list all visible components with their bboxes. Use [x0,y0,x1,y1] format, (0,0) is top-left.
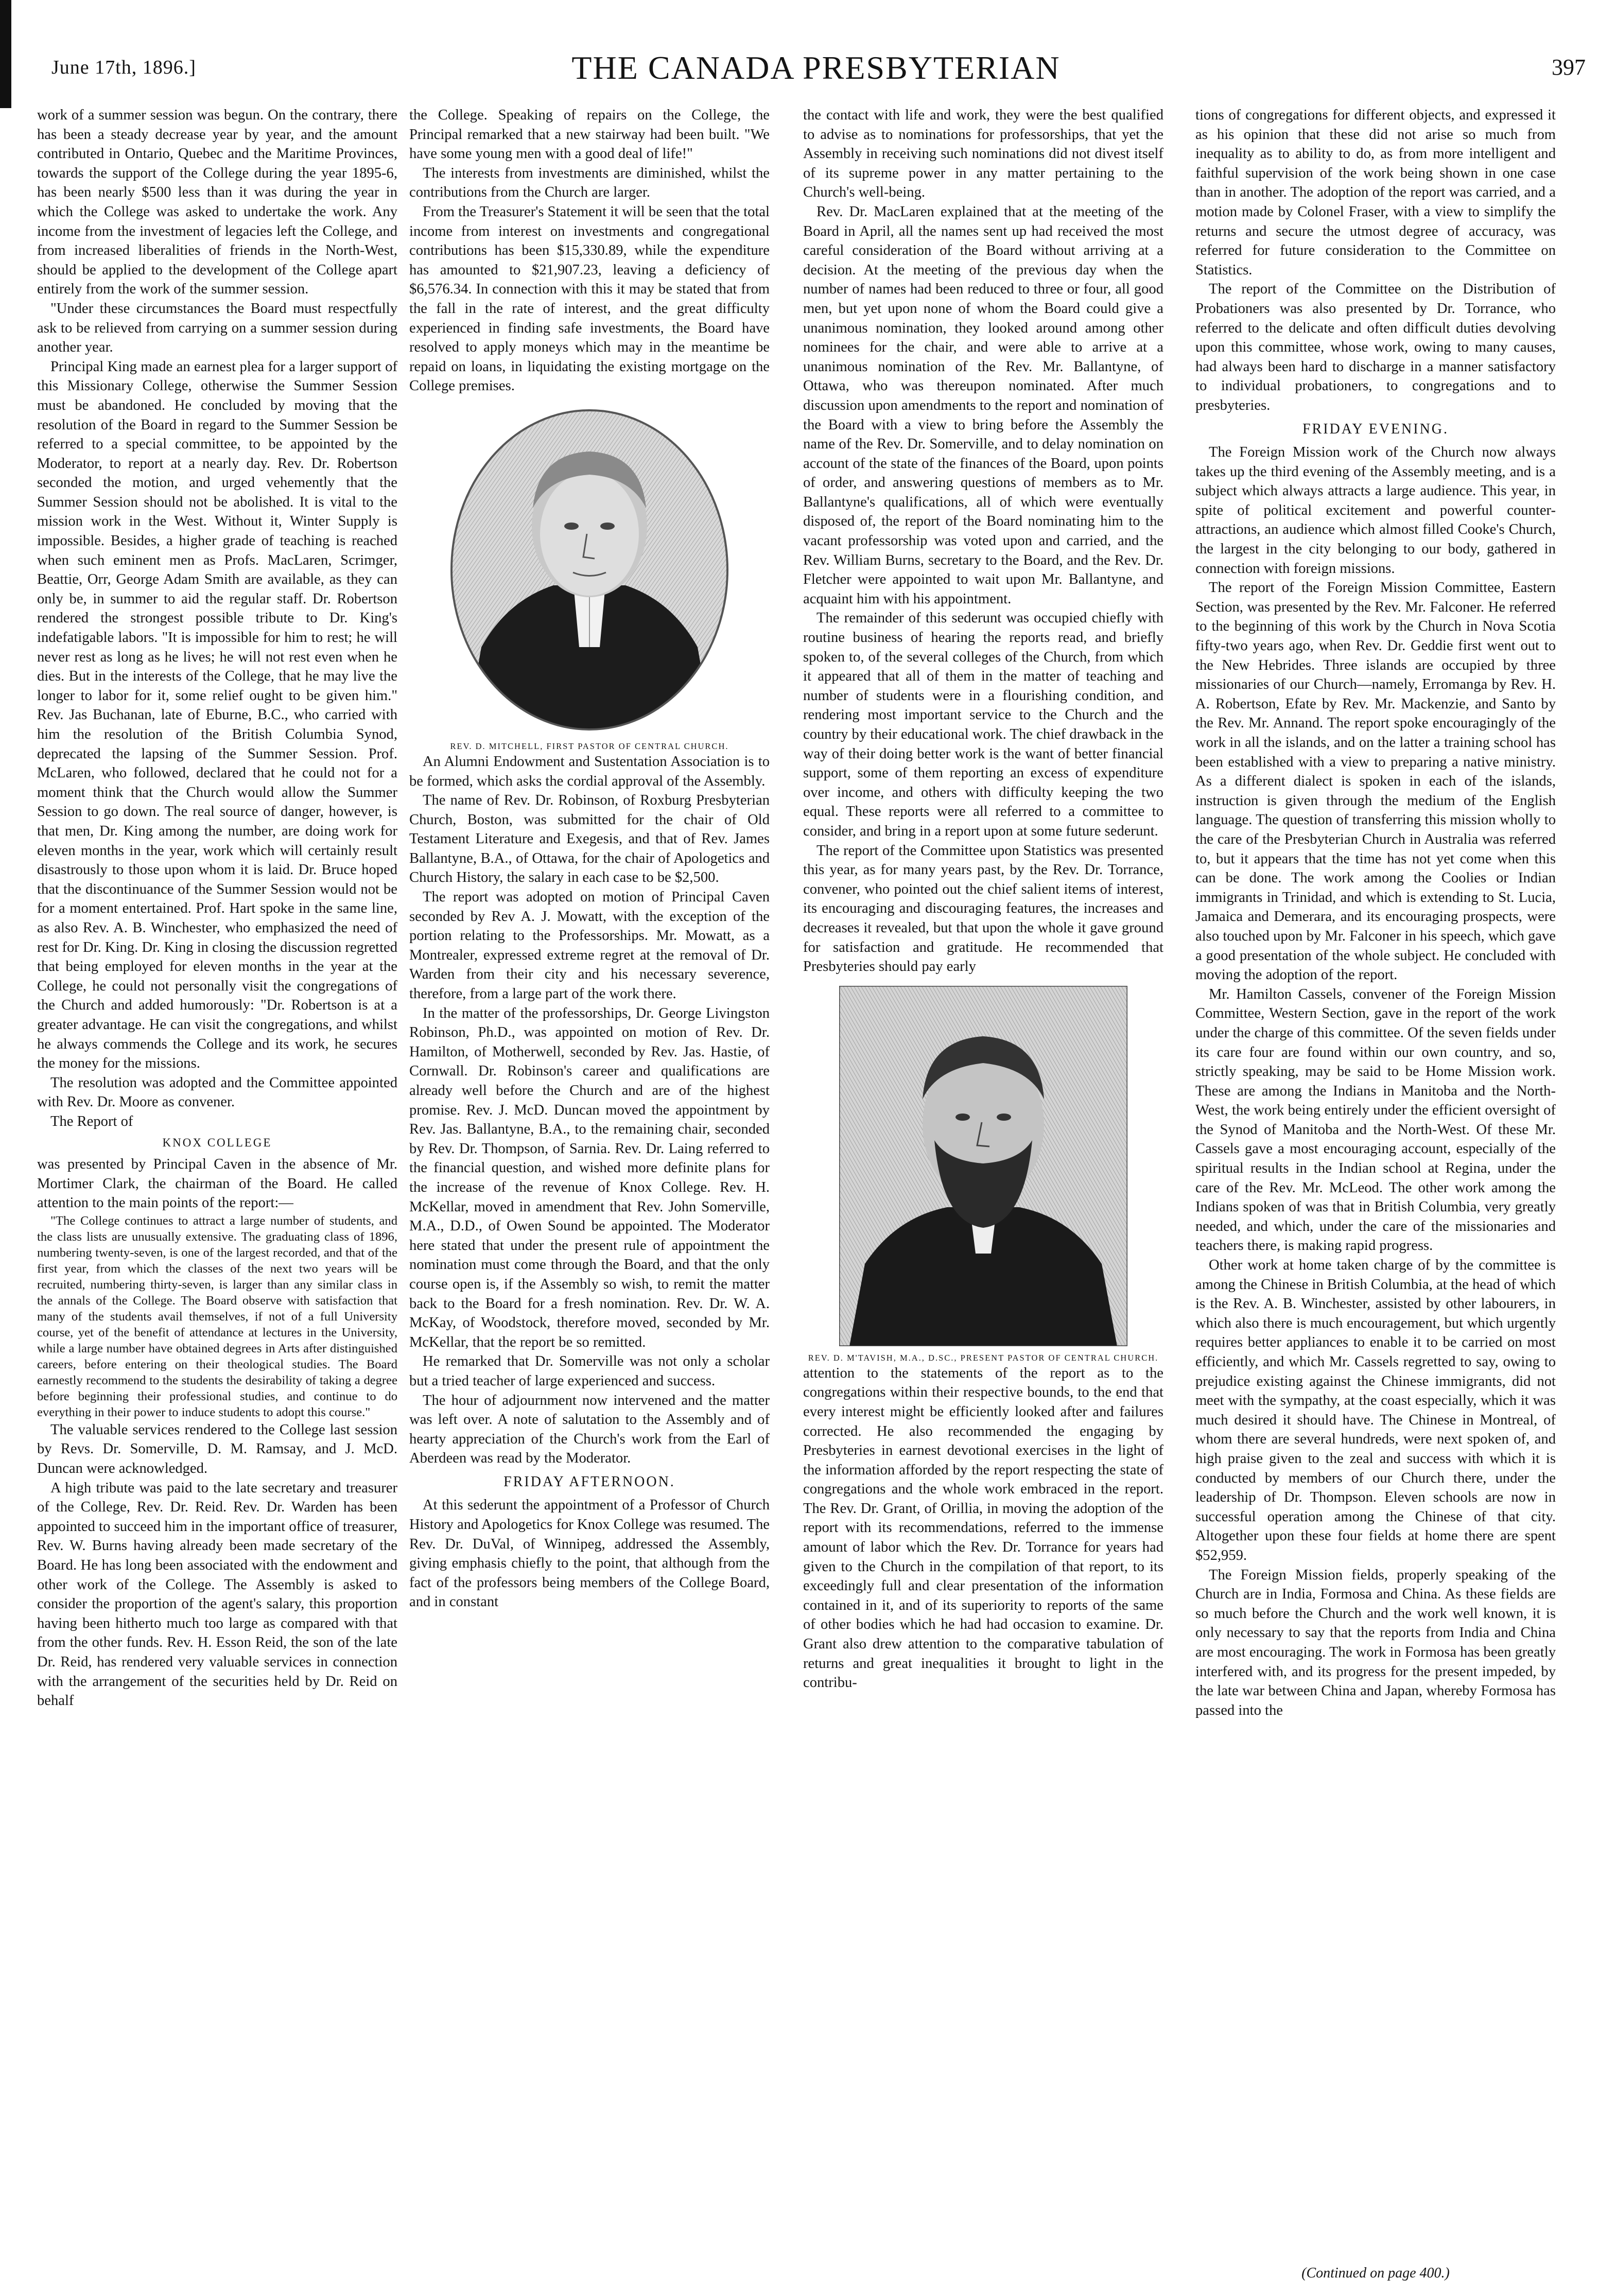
paragraph: The Foreign Mission work of the Church now always takes up the third evening of the Assembly meeting, and is a subject which always attracts a large audience. This year, in spite of political excitement and powerful counter-attractions, an audience which almost filled Cooke's Church, the largest in the city belonging to our body, gathered in connection with foreign missions. [1195,444,1556,577]
paragraph: work of a summer session was begun. On the contrary, there has been a steady decrease year by year, and the amount contributed in Ontario, Quebec and the Maritime Provinces, towards the support of the College during the year 1895-6, has been nearly $500 less than it was during the year in which the College was asked to undertake the work. Any income from the investment of legacies left the College, and from increased liberalities of friends in the North-West, should be applied to the development of the College apart entirely from the work of the summer session. [37,107,397,298]
paragraph: He remarked that Dr. Somerville was not only a scholar but a tried teacher of large experienced and success. [409,1353,770,1389]
column-3 [803,106,1163,2257]
paragraph: the College. Speaking of repairs on the College, the Principal remarked that a new stairway had been built. "We have some young men with a good deal of life!" [409,107,770,162]
paragraph: At this sederunt the appointment of a Professor of Church History and Apologetics for Knox College was resumed. The Rev. Dr. DuVal, of Winnipeg, addressed the Assembly, giving emphasis chiefly to the point, that although from the fact of the professors being members of the College Board, and in constant [409,1497,770,1610]
column-4 [1195,106,1556,2257]
knox-college-heading: KNOX COLLEGE [162,1136,272,1150]
paragraph: An Alumni Endowment and Sustentation Association is to be formed, which asks the cordial approval of the Assembly. [409,753,770,789]
page-number: 397 [1552,55,1586,80]
portrait-mctavish [839,986,1127,1346]
continued-note: (Continued on page 400.) [1301,2265,1450,2281]
paragraph: The hour of adjournment now intervened and the matter was left over. A note of salutation to the Assembly and of hearty appreciation of the Church's work from the Earl of Aberdeen was read by the Moderator. [409,1392,770,1467]
paragraph: The name of Rev. Dr. Robinson, of Roxburg Presbyterian Church, Boston, was submitted for the chair of Old Testament Literature and Exegesis, and that of Rev. James Ballantyne, B.A., of Ottawa, for the chair of Apologetics and Church History, the salary in each case to be $2,500. [409,792,770,886]
paragraph: Rev. Dr. MacLaren explained that at the meeting of the Board in April, all the names sent up had received the most careful consideration of the Board without arriving at a decision. At the meeting of the previous day when the number of names had been reduced to three or four, all good men, but yet upon none of whom the Board could give a unanimous nomination, they looked around among other nominees for the chair, and were able to arrive at a unanimous nomination of the Rev. Mr. Ballantyne, of Ottawa, who was thereupon nominated. After much discussion upon amendments to the report and nomination of the Board with a view to bring before the Assembly the name of the Rev. Dr. Somerville, and to delay nomination on account of the state of the finances of the Board, upon points of order, and answering questions of members as to Mr. Ballantyne's qualifications, all of which were eventually disposed of, the report of the Board nominating him to the vacant professorship was voted upon and carried, and the Rev. William Burns, secretary to the Board, and the Rev. Dr. Fletcher were appointed to wait upon Mr. Ballantyne, and acquaint him with his appointment. [803,203,1163,607]
paragraph: The report of the Committee upon Statistics was presented this year, as for many years past, by the Rev. Dr. Torrance, convener, who pointed out the chief salient items of interest, its encouraging and discouraging features, the increases and decreases it revealed, but that upon the whole it gave ground for satisfaction and gratitude. He recommended that Presbyteries should pay early [803,842,1163,975]
paragraph: In the matter of the professorships, Dr. George Livingston Robinson, Ph.D., was appointed on motion of Rev. Dr. Hamilton, of Motherwell, seconded by Rev. Jas. Hastie, of Cornwall. Dr. Robinson's career and qualifications are already well before the Church and are of the highest promise. Rev. J. McD. Duncan moved the appointment by Rev. Jas. Ballantyne, B.A., to the remaining chair, seconded by Rev. Dr. Thompson, of Sarnia. Rev. Dr. Laing referred to the financial question, and wished more definite plans for the increase of the revenue of Knox College. Rev. H. McKellar, moved in amendment that Rev. John Somerville, M.A., D.D., of Owen Sound be appointed. The Moderator here stated that under the present rule of appointment the nomination must come through the Board, and that the only course open is, if the Assembly so wish, to remit the matter back to the Board for a fresh nomination. Rev. Dr. W. A. McKay, of Woodstock, therefore moved, seconded by Mr. McKellar, that the report be so remitted. [409,1005,770,1350]
newspaper-title: THE CANADA PRESBYTERIAN [571,49,1061,86]
paragraph: The resolution was adopted and the Committee appointed with Rev. Dr. Moore as convener. [37,1074,397,1110]
paragraph: The Foreign Mission fields, properly speaking of the Church are in India, Formosa and China. As these fields are so much before the Church and the work well known, it is only necessary to say that the reports from India and China are most encouraging. The work in Formosa has been greatly interfered with, and its progress for the present impeded, by the late war between China and Japan, whereby Formosa has passed into the [1195,1567,1556,1718]
page-header [36,49,1596,95]
portrait-mitchell [445,405,734,735]
paragraph: attention to the statements of the report as to the congregations within their respective bounds, to the end that every interest might be efficiently looked after and failures corrected. He also recommended the engaging by Presbyteries in earnest devotional exercises in the light of the information afforded by the report respecting the state of congregations and the whole work embraced in the report. The Rev. Dr. Grant, of Orillia, in moving the adoption of the report with its recommendations, referred to the immense amount of labor which the Rev. Dr. Torrance for years had given to the Church in the compilation of that report, to its exceedingly full and clear presentation of the information contained in it, and of its superiority to reports of the same of other bodies which he had had occasion to examine. Dr. Grant also drew attention to the comparative tabulation of returns and great inequalities it brought to light in the contribu- [803,1365,1163,1691]
paragraph: The interests from investments are diminished, whilst the contributions from the Church are larger. [409,165,770,201]
paragraph: The Report of [50,1113,133,1129]
paragraph: A high tribute was paid to the late secretary and treasurer of the College, Rev. Dr. Reid. Rev. Dr. Warden has been appointed to succeed him in the important office of treasurer, Rev. W. Burns having already been made secretary of the Board. He has long been associated with the endowment and other work of the College. The Assembly is asked to consider the proportion of the agent's salary, this proportion having been hitherto much too large as compared with that from the other funds. Rev. H. Esson Reid, the son of the late Dr. Reid, has rendered very valuable services in connection with the arrangement of the securities held by Dr. Reid on behalf [37,1480,397,1709]
paragraph: The report was adopted on motion of Principal Caven seconded by Rev A. J. Mowatt, with the exception of the portion relating to the Professorships. Mr. Mowatt, as a Montrealer, expressed extreme regret at the removal of Dr. Warden from their city and his necessary severence, therefore, from a large part of the work there. [409,889,770,1002]
oval-portrait-engraving [445,405,734,735]
portrait-caption: REV. D. MITCHELL, FIRST PASTOR OF CENTRAL CHURCH. [450,741,729,751]
paragraph: The remainder of this sederunt was occupied chiefly with routine business of hearing the reports read, and briefly spoken to, of the several colleges of the Church, from which it appeared that all of them in the matter of teaching and number of students were in a flourishing condition, and rendering most important service to the Church and the country by their educational work. The chief drawback in the way of their doing better work is the want of better financial support, some of them reporting an excess of expenditure over income, and others with difficulty keeping the two equal. These reports were all referred to a committee to consider, and bring in a report upon at some future sederunt. [803,610,1163,839]
paragraph: Other work at home taken charge of by the committee is among the Chinese in British Columbia, at the head of which is the Rev. A. B. Winchester, assisted by other labourers, in which also there is much encouragement, but which urgently requires better appliances to enable it to be carried on most efficiently, and which Mr. Cassels regretted to say, owing to prejudice existing against the Chinese immigrants, did not meet with the sympathy, at the coast especially, which it was much desired it should have. The Chinese in Montreal, of whom there are several hundreds, were next spoken of, and high praise given to the zeal and success with which it is conducted by members of our Church there, under the leadership of Dr. Thompson. Eleven schools are now in successful operation among the Chinese of that city. Altogether upon these four fields at home there are spent $52,959. [1195,1257,1556,1563]
paragraph: The report of the Committee on the Distribution of Probationers was also presented by Dr. Torrance, who referred to the delicate and often difficult duties devolving upon this committee, whose work, owing to many causes, had always been hard to discharge in a manner satisfactory to individual probationers, to congregations and to presbyteries. [1195,281,1556,413]
section-heading-friday-evening: FRIDAY EVENING. [1302,421,1449,437]
column-2 [409,106,770,2257]
page-edge-mark [0,0,11,108]
paragraph: "Under these circumstances the Board must respectfully ask to be relieved from carrying on a summer session during another year. [37,300,397,356]
paragraph: From the Treasurer's Statement it will be seen that the total income from interest on investments and congregational contributions has been $15,330.89, while the expenditure has amounted to $21,907.23, leaving a deficiency of $6,576.34. In connection with this it may be stated that from the fall in the rate of interest, and the great difficulty experienced in finding safe investments, the Board have resolved to apply moneys which may in the meantime be repaid on loans, in liquidating the existing mortgage on the College premises. [409,203,770,394]
report-quote: "The College continues to attract a large number of students, and the class lists are unusually extensive. The graduating class of 1896, numbering twenty-seven, is one of the largest recorded, and that of the first year, from which the classes of the next two years will be recruited, numbering thirty-seven, is larger than any similar class in the annals of the College. The Board observe with satisfaction that many of the students avail themselves, if not of a full University course, yet of the benefit of attendance at lectures in the University, while a large number have obtained degrees in Arts after distinguished careers, before entering on their theological studies. The Board earnestly recommend to the students the desirability of taking a degree before beginning their professional studies, and continue to do everything in their power to induce students to adopt this course." [37,1213,397,1419]
section-heading-friday-afternoon: FRIDAY AFTERNOON. [503,1473,675,1490]
paragraph: The report of the Foreign Mission Committee, Eastern Section, was presented by the Rev. Mr. Falconer. He referred to the beginning of this work by the Church in Nova Scotia fifty-two years ago, when Rev. Dr. Geddie first went out to the New Hebrides. Three islands are occupied by three missionaries of our Church—namely, Erromanga by Rev. H. A. Robertson, Efate by Rev. Mr. Mackenzie, and Santo by the Rev. Mr. Annand. The report spoke encouragingly of the work in all the islands, and on the latter a training school has been established with a view to preparing a native ministry. As a different dialect is spoken in each of the islands, instruction is given through the medium of the English language. The question of transferring this mission wholly to the care of the Presbyterian Church in Australia was referred to, but it appears that the time has not yet come when this can be done. The work among the Coolies or Indian immigrants in Trinidad, and which is extending to St. Lucia, Jamaica and Demerara, and its encouraging prospects, were also touched upon by Mr. Falconer in his speech, which gave a good presentation of the whole subject. He concluded with moving the adoption of the report. [1195,580,1556,983]
paragraph: Mr. Hamilton Cassels, convener of the Foreign Mission Committee, Western Section, gave in the report of the work under the charge of this committee. Of the seven fields under its care four are found within our own country, and so, strictly speaking, may be said to be Home Mission work. These are among the Indians in Manitoba and the North-West, the work being entirely under the efficient oversight of the Synod of Manitoba and the North-West. Of these Mr. Cassels gave a most encouraging account, especially of the spiritual results in the Indian school at Regina, under the care of the Rev. Mr. McLeod. The other work among the Indians spoken of was that in British Columbia, very greatly needed, and which, under the care of the missionaries and teachers there, is making rapid progress. [1195,986,1556,1254]
paragraph: Principal King made an earnest plea for a larger support of this Missionary College, otherwise the Summer Session must be abandoned. He concluded by moving that the resolution of the Board in regard to the Summer Session be referred to a special committee, to be appointed by the Moderator, to report at a nearly day. Rev. Dr. Robertson seconded the motion, and urged vehemently that the Summer Session should not be abolished. It is vital to the mission work in the West. Without it, Winter Supply is impossible. Besides, a higher grade of teaching is reached when such eminent men as Profs. MacLaren, Scrimger, Beattie, Orr, George Adam Smith are available, as they can only be, in summer to aid the regular staff. Dr. Robertson rendered the strongest possible tribute to Dr. King's indefatigable labors. "It is impossible for him to rest; he will never rest as long as he lives; he will not rest even when he dies. But in the interests of the College, that he may live the longer to labor for it, some relief ought to be given him." Rev. Jas Buchanan, late of Eburne, B.C., who carried with him the resolution of the British Columbia Synod, deprecated the lapsing of the Summer Session. Prof. McLaren, who followed, declared that he could not for a moment think that the Church would allow the Summer Session to go down. The real source of danger, however, is that men, Dr. King among the number, are doing work for eleven months in the year, work which will certainly result disastrously to those upon whom it is laid. Dr. Bruce hoped that the discontinuance of the Summer Session would not be for a moment entertained. Prof. Hart spoke in the same line, as also Rev. A. B. Winchester, who emphasized the need of rest for Dr. King. Dr. King in closing the discussion regretted that being employed for eleven months in the year at the College, he could not personally visit the congregations of the Church and added humorously: "Dr. Robertson is at a greater advantage. He can visit the congregations, and whilst he always commends the College and its work, he secures the money for the missions. [37,358,397,1072]
portrait-engraving [839,986,1127,1346]
paragraph: tions of congregations for different objects, and expressed it as his opinion that these did not arise so much from inequality as to ability to do, as from more intelligent and faithful supervision of the work being shown in one case than in another. The adoption of the report was carried, and a motion made by Colonel Fraser, with a view to simplify the returns and secure the utmost degree of accuracy, was referred for future consideration to the Committee on Statistics. [1195,107,1556,278]
paragraph: The valuable services rendered to the College last session by Revs. Dr. Somerville, D. M. Ramsay, and J. McD. Duncan were acknowledged. [37,1421,397,1477]
paragraph: was presented by Principal Caven in the absence of Mr. Mortimer Clark, the chairman of the Board. He called attention to the main points of the report:— [37,1156,397,1211]
portrait-caption: REV. D. M'TAVISH, M.A., D.SC., PRESENT PASTOR OF CENTRAL CHURCH. [808,1352,1159,1363]
paragraph: the contact with life and work, they were the best qualified to advise as to nominations for professorships, that yet the Assembly in receiving such nominations did not divest itself of its supreme power in any matter pertaining to the Church's well-being. [803,107,1163,201]
issue-date: June 17th, 1896.] [51,57,196,78]
column-1 [37,106,397,2257]
